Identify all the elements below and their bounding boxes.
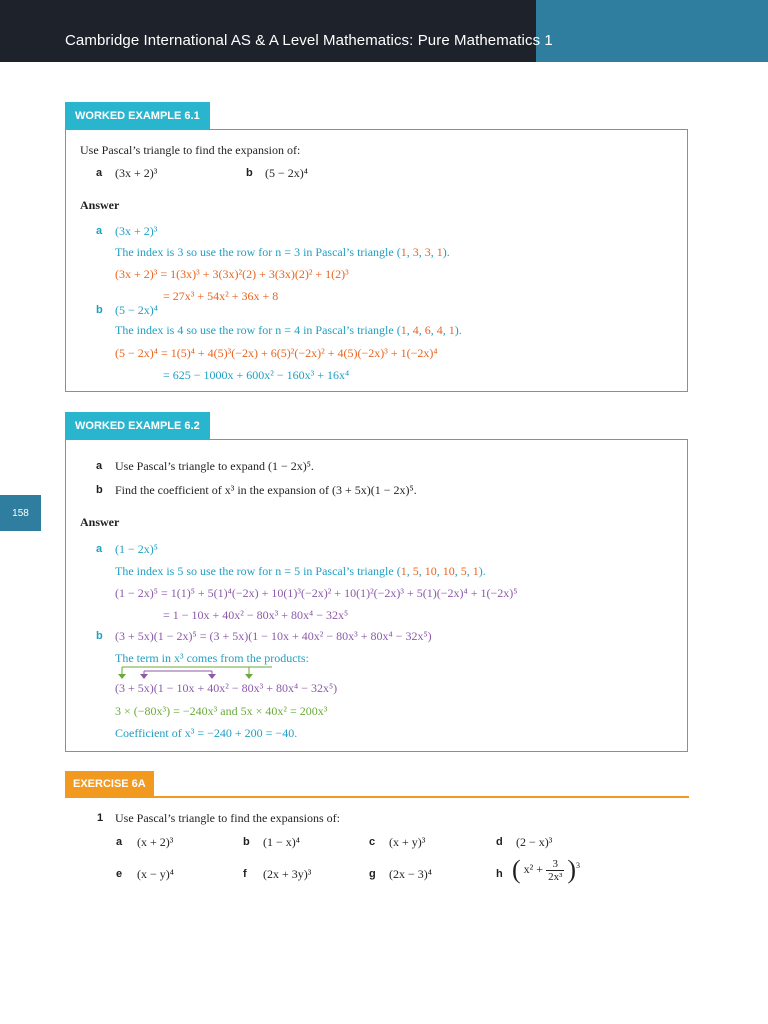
we1-part-a-letter: a bbox=[96, 167, 103, 179]
we2-b-term-text: The term in x³ comes from the products: bbox=[115, 651, 309, 665]
we2-b-calc-line: 3 × (−80x³) = −240x³ and 5x × 40x² = 200x³ bbox=[115, 704, 328, 718]
we2-a-row-5: 1 bbox=[472, 564, 479, 578]
we1-b-index-line: The index is 4 so use the row for n = 4 in Pascal’s triangle (1, 4, 6, 4, 1). bbox=[115, 323, 462, 337]
we2-a-row-2: 10 bbox=[424, 564, 437, 578]
we1-answer-heading: Answer bbox=[80, 198, 120, 212]
we2-a-result-line: = 1 − 10x + 40x² − 80x³ + 80x⁴ − 32x⁵ bbox=[163, 608, 349, 622]
we2-b-products-line: (3 + 5x)(1 − 10x + 40x² − 80x³ + 80x⁴ − 32x⁵) bbox=[115, 681, 338, 695]
h-denominator: 2x³ bbox=[548, 870, 563, 883]
we2-answer-b-letter: b bbox=[96, 630, 103, 642]
we2-part-a-text: Use Pascal’s triangle to expand (1 − 2x)⁵. bbox=[115, 459, 314, 473]
we1-a-row-1: 3 bbox=[412, 245, 419, 259]
h-power: 3 bbox=[576, 860, 581, 870]
we2-a-row-4: 5 bbox=[460, 564, 467, 578]
product-arrows bbox=[112, 664, 272, 682]
h-plus: + bbox=[536, 861, 544, 876]
exercise-item-c-letter: c bbox=[369, 836, 376, 848]
we2-answer-a-letter: a bbox=[96, 543, 103, 555]
purple-arrow-bracket bbox=[140, 671, 216, 679]
we2-a-row-3: 10 bbox=[442, 564, 455, 578]
we1-answer-a-letter: a bbox=[96, 225, 103, 237]
exercise-item-d-letter: d bbox=[496, 836, 503, 848]
exercise-item-b-expr: (1 − x)⁴ bbox=[263, 835, 300, 849]
we1-part-b-expr: (5 − 2x)⁴ bbox=[265, 166, 308, 180]
exercise-item-h-expr bbox=[512, 855, 580, 885]
book-title: Cambridge International AS & A Level Mathematics: Pure Mathematics 1 bbox=[65, 32, 553, 49]
exercise-item-c-expr: (x + y)³ bbox=[389, 835, 426, 849]
we1-a-index-line: The index is 3 so use the row for n = 3 in Pascal’s triangle (1, 3, 3, 1). bbox=[115, 245, 450, 259]
exercise-item-e-expr: (x − y)⁴ bbox=[137, 867, 174, 881]
we1-answer-b-head: (5 − 2x)⁴ bbox=[115, 303, 158, 317]
we1-a-expansion-line: (3x + 2)³ = 1(3x)³ + 3(3x)²(2) + 3(3x)(2)² + 1(2)³ bbox=[115, 267, 349, 281]
h-numerator: 3 bbox=[546, 858, 564, 871]
exercise-item-f-letter: f bbox=[243, 868, 247, 880]
exercise-item-e-letter: e bbox=[116, 868, 123, 880]
h-x-term: x² bbox=[523, 861, 534, 876]
we2-b-coefficient-line: Coefficient of x³ = −240 + 200 = −40. bbox=[115, 726, 298, 740]
exercise-item-g-expr: (2x − 3)⁴ bbox=[389, 867, 432, 881]
we2-part-b-text: Find the coefficient of x³ in the expansion of (3 + 5x)(1 − 2x)⁵. bbox=[115, 483, 417, 497]
we1-b-row-4: 1 bbox=[448, 323, 455, 337]
we1-answer-a-head: (3x + 2)³ bbox=[115, 224, 158, 238]
we2-b-expansion-line: (3 + 5x)(1 − 2x)⁵ = (3 + 5x)(1 − 10x + 40x² − 80x³ + 80x⁴ − 32x⁵) bbox=[115, 629, 432, 643]
we1-b-index-text: The index is 4 so use the row for n = 4 in Pascal’s triangle bbox=[115, 323, 394, 337]
we2-answer-heading: Answer bbox=[80, 515, 120, 529]
left-paren: ( bbox=[512, 855, 521, 884]
we1-part-b-letter: b bbox=[246, 167, 253, 179]
green-arrow-bracket bbox=[118, 667, 272, 679]
we2-a-row-1: 5 bbox=[412, 564, 419, 578]
we1-b-expansion-line: (5 − 2x)⁴ = 1(5)⁴ + 4(5)³(−2x) + 6(5)²(−2x)² + 4(5)(−2x)³ + 1(−2x)⁴ bbox=[115, 346, 438, 360]
worked-example-6-1-label: WORKED EXAMPLE 6.1 bbox=[65, 102, 210, 129]
we2-part-b-letter: b bbox=[96, 484, 103, 496]
we2-part-a-letter: a bbox=[96, 460, 103, 472]
we2-a-index-line: The index is 5 so use the row for n = 5 in Pascal’s triangle (1, 5, 10, 10, 5, 1). bbox=[115, 564, 486, 578]
we2-a-row-0: 1 bbox=[400, 564, 407, 578]
exercise-6a-rule bbox=[65, 796, 689, 798]
we1-part-a-expr: (3x + 2)³ bbox=[115, 166, 158, 180]
we1-question: Use Pascal’s triangle to find the expansion of: bbox=[80, 143, 301, 157]
exercise-q1-number: 1 bbox=[97, 812, 104, 824]
exercise-item-h-letter: h bbox=[496, 868, 503, 880]
we2-a-expansion-line: (1 − 2x)⁵ = 1(1)⁵ + 5(1)⁴(−2x) + 10(1)³(−2x)² + 10(1)²(−2x)³ + 5(1)(−2x)⁴ + 1(−2x)⁵ bbox=[115, 586, 518, 600]
exercise-q1-text: Use Pascal’s triangle to find the expansions of: bbox=[115, 811, 340, 825]
exercise-6a-label: EXERCISE 6A bbox=[65, 771, 154, 797]
we1-b-result-line: = 625 − 1000x + 600x² − 160x³ + 16x⁴ bbox=[163, 368, 350, 382]
exercise-item-b-letter: b bbox=[243, 836, 250, 848]
exercise-item-f-expr: (2x + 3y)³ bbox=[263, 867, 312, 881]
we1-a-result-line: = 27x³ + 54x² + 36x + 8 bbox=[163, 289, 279, 303]
h-fraction bbox=[546, 858, 564, 883]
we1-b-row-3: 4 bbox=[436, 323, 443, 337]
header-accent-block bbox=[536, 0, 768, 62]
we1-a-row-3: 1 bbox=[436, 245, 443, 259]
worked-example-6-2-label: WORKED EXAMPLE 6.2 bbox=[65, 412, 210, 439]
exercise-item-d-expr: (2 − x)³ bbox=[516, 835, 553, 849]
we1-answer-b-letter: b bbox=[96, 304, 103, 316]
page-number: 158 bbox=[12, 507, 29, 519]
exercise-item-g-letter: g bbox=[369, 868, 376, 880]
right-paren: ) bbox=[567, 855, 577, 884]
we2-answer-a-head: (1 − 2x)⁵ bbox=[115, 542, 158, 556]
we1-a-row-2: 3 bbox=[424, 245, 431, 259]
we1-a-row-0: 1 bbox=[400, 245, 407, 259]
exercise-item-a-letter: a bbox=[116, 836, 123, 848]
page-number-tab bbox=[0, 495, 41, 531]
we1-a-index-text: The index is 3 so use the row for n = 3 in Pascal’s triangle bbox=[115, 245, 394, 259]
we1-b-row-1: 4 bbox=[412, 323, 419, 337]
exercise-item-a-expr: (x + 2)³ bbox=[137, 835, 174, 849]
we1-b-row-0: 1 bbox=[400, 323, 407, 337]
we1-b-row-2: 6 bbox=[424, 323, 431, 337]
we2-a-index-text: The index is 5 so use the row for n = 5 in Pascal’s triangle bbox=[115, 564, 394, 578]
